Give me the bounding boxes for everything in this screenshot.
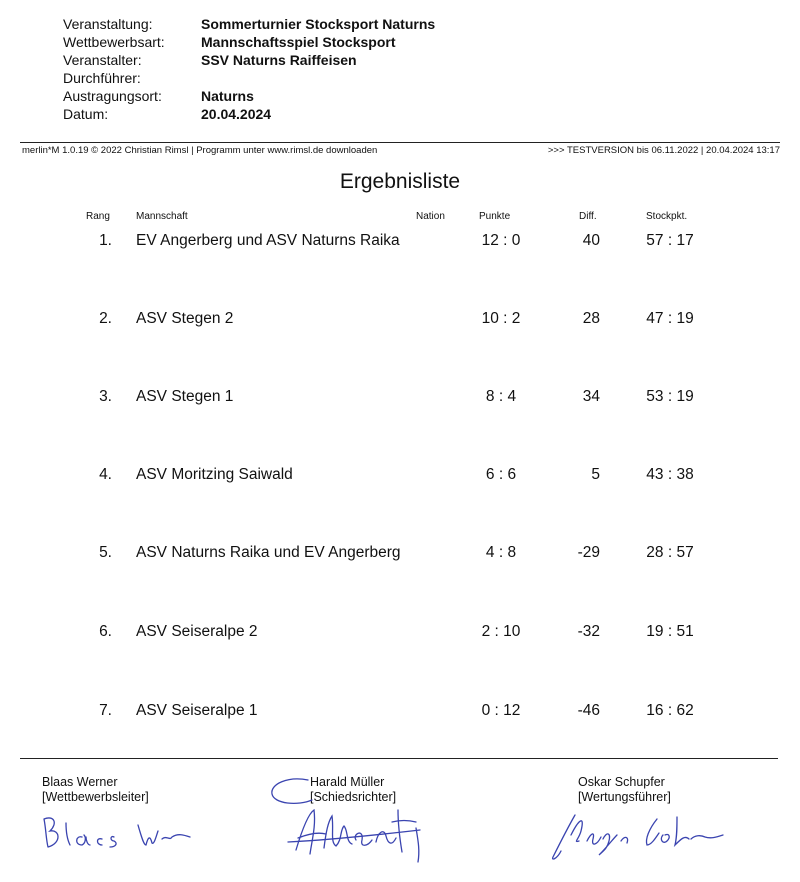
column-header-mannschaft: Mannschaft: [136, 211, 188, 222]
meta-label: Durchführer:: [63, 70, 141, 86]
difference: 34: [582, 388, 600, 405]
column-header-diff: Diff.: [579, 211, 597, 222]
signature-divider: [20, 758, 778, 759]
rank: 4.: [99, 466, 112, 483]
signature-blaas-werner: [38, 805, 198, 855]
event-info: [63, 15, 435, 123]
difference: -29: [577, 544, 600, 561]
signer-name: Blaas Werner: [42, 775, 118, 789]
stock-points: 19 : 51: [646, 623, 694, 640]
signature-harald-mueller: [268, 770, 438, 870]
stock-points: 16 : 62: [646, 702, 694, 719]
meta-label: Wettbewerbsart:: [63, 34, 165, 50]
table-row: [0, 388, 800, 410]
difference: -46: [577, 702, 600, 719]
signer-role: [Schiedsrichter]: [310, 790, 397, 804]
meta-label: Veranstaltung:: [63, 16, 153, 32]
column-header-rang: Rang: [86, 211, 110, 222]
points: 10 : 2: [481, 310, 521, 327]
stock-points: 53 : 19: [646, 388, 694, 405]
meta-row-wettbewerbsart: [63, 33, 435, 51]
points: 8 : 4: [485, 388, 517, 405]
column-header-nation: Nation: [416, 211, 445, 222]
meta-value: Mannschaftsspiel Stocksport: [201, 34, 396, 50]
difference: 40: [582, 232, 600, 249]
points: 4 : 8: [485, 544, 517, 561]
signature-block-wertungsfuehrer: [578, 775, 671, 805]
meta-label: Veranstalter:: [63, 52, 142, 68]
stock-points: 43 : 38: [646, 466, 694, 483]
signer-name: Harald Müller: [310, 775, 385, 789]
rank: 1.: [99, 232, 112, 249]
difference: 5: [591, 466, 600, 483]
table-row: [0, 544, 800, 566]
column-header-stockpkt: Stockpkt.: [646, 211, 688, 222]
signer-name: Oskar Schupfer: [578, 775, 665, 789]
signature-block-wettbewerbsleiter: [42, 775, 149, 805]
meta-label: Datum:: [63, 106, 109, 122]
table-row: [0, 310, 800, 332]
meta-row-durchfuehrer: [63, 69, 435, 87]
meta-value: 20.04.2024: [201, 106, 272, 122]
signer-role: [Wettbewerbsleiter]: [42, 790, 149, 804]
stock-points: 28 : 57: [646, 544, 694, 561]
table-row: [0, 232, 800, 254]
meta-label: Austragungsort:: [63, 88, 162, 104]
points: 12 : 0: [481, 232, 521, 249]
signature-oskar-schupfer: [545, 805, 735, 865]
column-header-punkte: Punkte: [479, 211, 511, 222]
team-name: ASV Stegen 2: [136, 310, 234, 327]
points: 0 : 12: [481, 702, 521, 719]
test-version-info: >>> TESTVERSION bis 06.11.2022 | 20.04.2024 13:17: [547, 145, 780, 156]
meta-value: Naturns: [201, 88, 254, 104]
team-name: ASV Moritzing Saiwald: [136, 466, 293, 483]
meta-value: Sommerturnier Stocksport Naturns: [201, 16, 436, 32]
points: 6 : 6: [485, 466, 517, 483]
meta-row-veranstaltung: [63, 15, 435, 33]
rank: 3.: [99, 388, 112, 405]
table-row: [0, 702, 800, 724]
program-info: merlin*M 1.0.19 © 2022 Christian Rimsl | Programm unter www.rimsl.de downloaden: [22, 145, 378, 156]
team-name: ASV Seiseralpe 1: [136, 702, 258, 719]
signer-role: [Wertungsführer]: [578, 790, 671, 804]
team-name: ASV Seiseralpe 2: [136, 623, 258, 640]
difference: -32: [577, 623, 600, 640]
stock-points: 57 : 17: [646, 232, 694, 249]
rank: 6.: [99, 623, 112, 640]
team-name: ASV Stegen 1: [136, 388, 234, 405]
table-row: [0, 466, 800, 488]
rank: 2.: [99, 310, 112, 327]
points: 2 : 10: [481, 623, 521, 640]
difference: 28: [582, 310, 600, 327]
stock-points: 47 : 19: [646, 310, 694, 327]
meta-row-datum: [63, 105, 435, 123]
page-title: Ergebnisliste: [339, 170, 461, 193]
rank: 7.: [99, 702, 112, 719]
table-row: [0, 623, 800, 645]
header-divider: [20, 142, 780, 143]
rank: 5.: [99, 544, 112, 561]
meta-value: SSV Naturns Raiffeisen: [201, 52, 357, 68]
meta-row-austragungsort: [63, 87, 435, 105]
team-name: ASV Naturns Raika und EV Angerberg: [136, 544, 401, 561]
team-name: EV Angerberg und ASV Naturns Raika: [136, 232, 400, 249]
meta-row-veranstalter: [63, 51, 435, 69]
